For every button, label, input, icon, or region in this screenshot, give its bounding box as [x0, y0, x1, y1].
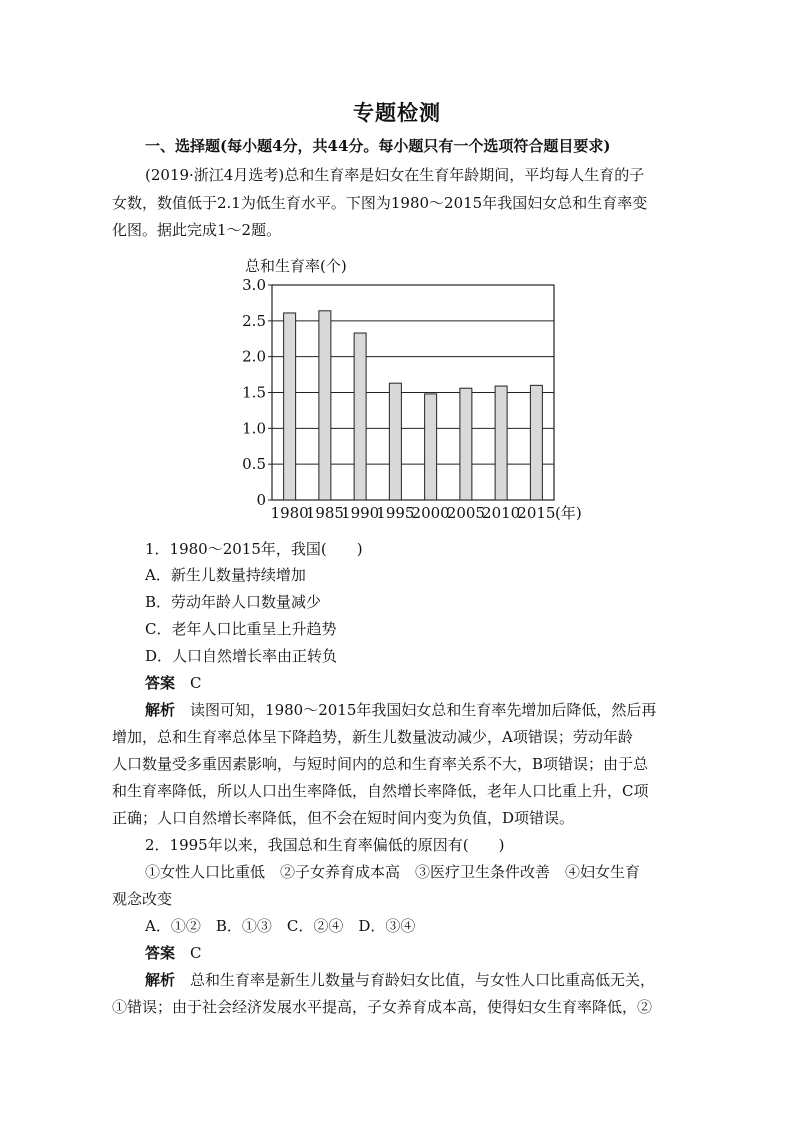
q2-answer-value: C [190, 944, 202, 962]
q2-answer-label: 答案 [145, 944, 176, 962]
q1-option-a: A．新生儿数量持续增加 [145, 566, 306, 584]
q2-options: A．①② B．①③ C．②④ D．③④ [145, 917, 416, 935]
y-tick-label: 1.5 [242, 383, 266, 402]
x-tick-label: 1980 [270, 504, 309, 522]
x-tick-label: 2010 [482, 504, 521, 522]
q1-option-b: B．劳动年龄人口数量减少 [145, 593, 322, 611]
bar-2015 [530, 385, 542, 500]
q2-items-line-2: 观念改变 [112, 890, 173, 908]
q2-stem: 2．1995年以来，我国总和生育率偏低的原因有( ) [145, 836, 505, 854]
q1-analysis-line-5: 正确；人口自然增长率降低，但不会在短时间内变为负值，D项错误。 [112, 809, 575, 827]
intro-line-1: (2019·浙江4月选考)总和生育率是妇女在生育年龄期间，平均每人生育的子 [145, 166, 645, 184]
q2-answer [145, 943, 202, 963]
intro-line-2: 女数，数值低于2.1为低生育水平。下图为1980～2015年我国妇女总和生育率变 [112, 194, 648, 212]
bar-1985 [319, 311, 331, 500]
x-axis-unit: (年) [555, 504, 582, 522]
q1-analysis-line-4: 和生育率降低，所以人口出生率降低，自然增长率降低，老年人口比重上升，C项 [112, 782, 649, 800]
q1-option-c: C．老年人口比重呈上升趋势 [145, 620, 337, 638]
y-tick-label: 2.0 [242, 347, 266, 366]
x-tick-label: 2000 [411, 504, 450, 522]
page-title: 专题检测 [353, 100, 441, 125]
y-axis-label: 总和生育率(个) [245, 257, 347, 275]
x-tick-label: 1990 [341, 504, 380, 522]
q1-answer-label: 答案 [145, 674, 176, 692]
q1-analysis-line-1 [145, 700, 656, 720]
x-tick-label: 2005 [446, 504, 485, 522]
y-tick-label: 3.0 [242, 276, 266, 294]
intro-line-3: 化图。据此完成1～2题。 [112, 221, 282, 239]
q1-stem: 1．1980～2015年，我国( ) [145, 540, 363, 558]
bar-chart-svg [232, 245, 597, 530]
q1-option-d: D．人口自然增长率由正转负 [145, 647, 338, 665]
q1-analysis-line-3: 人口数量受多重因素影响，与短时间内的总和生育率关系不大，B项错误；由于总 [112, 755, 649, 773]
bar-1995 [389, 383, 401, 500]
bar-2005 [460, 388, 472, 500]
q1-answer-value: C [190, 674, 202, 692]
x-tick-label: 2015 [517, 504, 556, 522]
y-tick-label: 1.0 [242, 419, 266, 438]
x-tick-label: 1985 [305, 504, 344, 522]
y-tick-label: 0.5 [242, 455, 266, 474]
y-tick-label: 0 [256, 491, 266, 509]
q2-analysis-label: 解析 [145, 971, 176, 989]
bar-1990 [354, 333, 366, 500]
q1-analysis-line-2: 增加，总和生育率总体呈下降趋势，新生儿数量波动减少，A项错误；劳动年龄 [112, 728, 633, 746]
bar-2000 [425, 394, 437, 500]
q2-analysis-line-2: ①错误；由于社会经济发展水平提高，子女养育成本高，使得妇女生育率降低，② [112, 998, 653, 1016]
q2-items-line-1: ①女性人口比重低 ②子女养育成本高 ③医疗卫生条件改善 ④妇女生育 [145, 863, 641, 881]
q1-analysis-label: 解析 [145, 701, 176, 719]
q2-analysis-line-1 [145, 970, 655, 990]
fertility-rate-chart [232, 245, 597, 530]
bar-2010 [495, 386, 507, 500]
bar-1980 [284, 313, 296, 500]
y-tick-label: 2.5 [242, 311, 266, 330]
q1-answer [145, 673, 202, 693]
section-heading: 一、选择题(每小题4分，共44分。每小题只有一个选项符合题目要求) [145, 137, 611, 155]
q1-analysis-text-1: 读图可知，1980～2015年我国妇女总和生育率先增加后降低，然后再 [190, 701, 657, 719]
x-tick-label: 1995 [376, 504, 415, 522]
q2-analysis-text-1: 总和生育率是新生儿数量与育龄妇女比值，与女性人口比重高低无关， [190, 971, 656, 989]
